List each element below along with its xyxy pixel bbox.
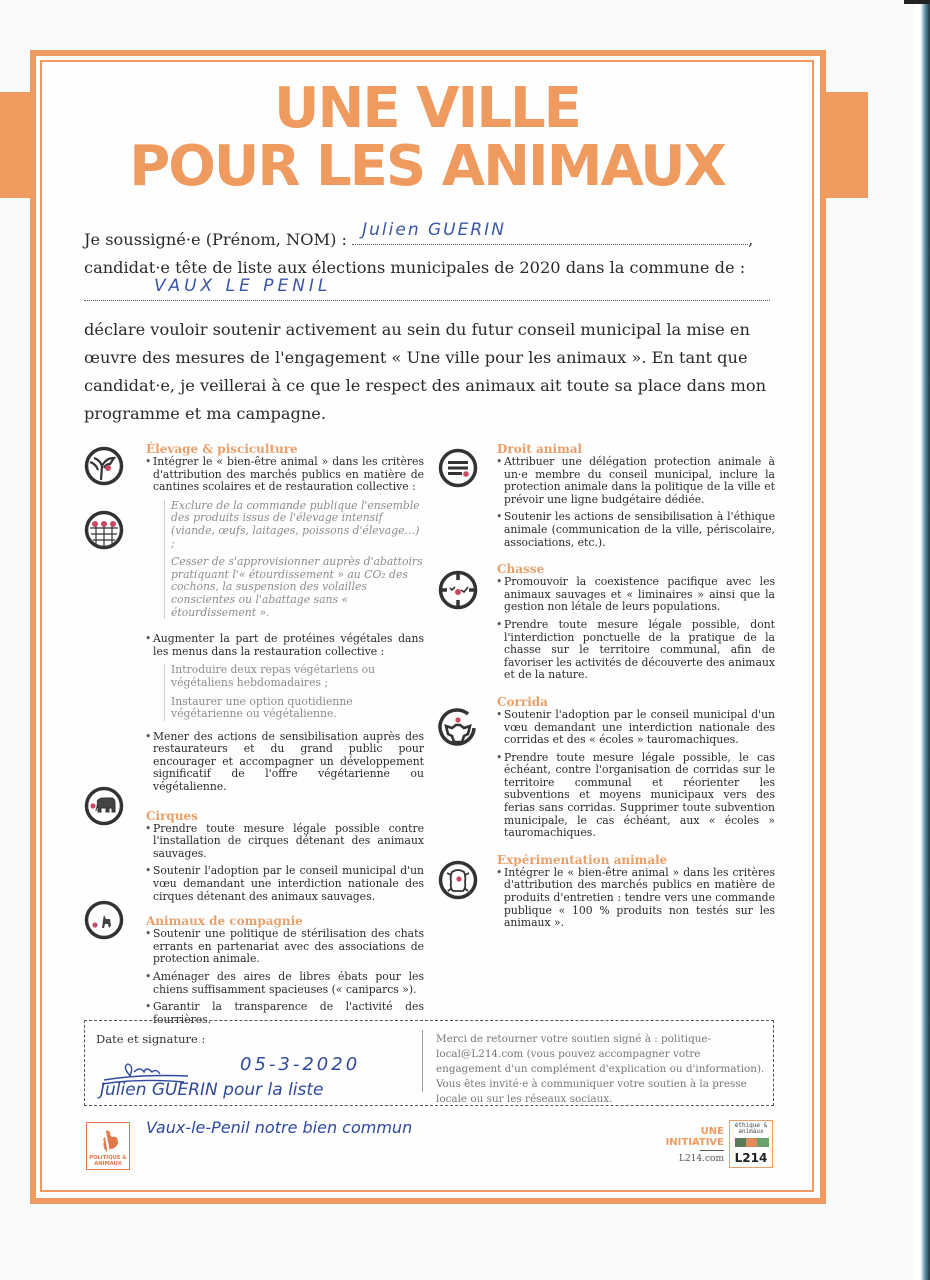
sub-item: Introduire deux repas végétariens ou végétaliens hebdomadaires ; xyxy=(171,663,376,689)
declaration-line: candidat·e, je veillerai à ce que le respect des animaux ait toute sa place dans mon xyxy=(84,376,767,395)
declaration-line: œuvre des mesures de l'engagement « Une ville pour les animaux ». En tant que xyxy=(84,348,748,367)
l214-tagline: éthique & animaux xyxy=(734,1122,768,1135)
l214-logo xyxy=(729,1120,773,1168)
politique-animaux-logo xyxy=(86,1122,130,1170)
rooster-icon xyxy=(98,1129,120,1153)
bullet-item: • Soutenir l'adoption par le conseil municipal d'un vœu demandant une interdiction nationale des corridas et des « écoles » tauromachiques. xyxy=(497,709,775,747)
commune-handwritten: VAUX LE PENIL xyxy=(154,276,332,296)
livestock-icon xyxy=(84,446,124,486)
frame-tab-left xyxy=(0,92,36,198)
pet-icon xyxy=(84,900,124,940)
candidate-line: candidat·e tête de liste aux élections municipales de 2020 dans la commune de : xyxy=(84,258,746,277)
elephant-icon xyxy=(84,786,124,826)
bullet-item: • Soutenir les actions de sensibilisation à l'éthique animale (communication de la ville, périscolaire, associations, etc.). xyxy=(497,511,775,549)
left-column xyxy=(146,442,424,1031)
scan-edge-dark xyxy=(904,0,930,4)
bullet-item: • Soutenir une politique de stérilisation des chats errants en partenariat avec des associations de protection animale. xyxy=(146,928,424,966)
declaration xyxy=(84,220,780,428)
l214-tile xyxy=(757,1138,769,1147)
section-title-droit: Droit animal xyxy=(497,442,583,456)
initiative-label xyxy=(650,1126,724,1148)
bullet-item: • Soutenir l'adoption par le conseil municipal d'un vœu demandant une interdiction nationale des cirques détenant des animaux sauvages. xyxy=(146,865,424,903)
l214-wordmark: L214 xyxy=(734,1151,768,1165)
sub-list xyxy=(164,664,424,720)
bullet-item: • Garantir la transparence de l'activité des fourrières. xyxy=(146,1001,424,1026)
initiative-line-1: UNE xyxy=(700,1126,724,1137)
scan-edge xyxy=(914,0,930,1280)
law-document-icon xyxy=(438,448,478,488)
sub-item: Exclure de la commande publique l'ensemble des produits issus de l'élevage intensif (viande, œufs, laitages, poissons d'élevage…) ; xyxy=(171,498,420,550)
page-title xyxy=(40,76,814,199)
section-title-compagnie: Animaux de compagnie xyxy=(146,914,303,929)
frame-tab-right xyxy=(820,92,868,198)
sub-item: Instaurer une option quotidienne végétarienne ou végétalienne. xyxy=(171,694,353,721)
bullet-item: • Mener des actions de sensibilisation auprès des restaurateurs et du grand public pour encourager et accompagner un développement significatif de l'offre végétarienne ou végétalienne. xyxy=(146,731,424,794)
commune-line xyxy=(84,276,780,310)
section-title-elevage: Élevage & pisciculture xyxy=(146,442,298,456)
bullet-item: • Prendre toute mesure légale possible contre l'installation de cirques détenant des animaux sauvages. xyxy=(146,823,424,861)
declaration-line: programme et ma campagne. xyxy=(84,404,326,423)
signature-divider xyxy=(422,1030,423,1092)
animal-testing-icon xyxy=(438,860,478,900)
politique-animaux-text: POLITIQUE & ANIMAUX xyxy=(89,1155,127,1167)
bullet-item: • Aménager des aires de libres ébats pour les chiens suffisamment spacieuses (« caniparcs »). xyxy=(146,971,424,996)
signature-label: Date et signature : xyxy=(96,1032,206,1046)
name-label: Je soussigné·e (Prénom, NOM) : xyxy=(84,230,347,249)
handwritten-list-name: Julien GUERIN pour la liste xyxy=(100,1080,324,1100)
crosshair-icon xyxy=(438,570,478,610)
name-line: Je soussigné·e (Prénom, NOM) : Julien GUERIN , xyxy=(84,226,780,254)
return-instructions: Merci de retourner votre soutien signé à : politique-local@L214.com (vous pouvez accompagner votre engagement d'un complément d'explication ou d'information). Vous êtes invité·e à communiquer votre soutien à la presse locale ou sur les réseaux sociaux. xyxy=(436,1033,765,1105)
initiative-line-2: INITIATIVE xyxy=(665,1137,724,1148)
title-line-1: UNE VILLE xyxy=(274,76,580,141)
section-title-corrida: Corrida xyxy=(497,694,548,709)
section-title-experimentation: Expérimentation animale xyxy=(497,852,668,867)
commune-field[interactable] xyxy=(84,276,770,301)
sub-item: Cesser de s'approvisionner auprès d'abattoirs pratiquant l'« étourdissement » au CO₂ des cochons, la suspension des volailles conscientes ou l'abattage sans « étourdissement ». xyxy=(171,555,423,619)
section-title-chasse: Chasse xyxy=(497,562,545,577)
sub-list xyxy=(164,500,424,619)
declaration-line: déclare vouloir soutenir activement au sein du futur conseil municipal la mise en xyxy=(84,320,750,339)
website-link[interactable]: L214.com xyxy=(678,1154,724,1164)
handwritten-slogan: Vaux-le-Penil notre bien commun xyxy=(146,1118,413,1137)
bullet-item: • Prendre toute mesure légale possible, dont l'interdiction ponctuelle de la pratique de la chasse sur le territoire communal, afin de favoriser les activités de découverte des animaux et de la nature. xyxy=(497,619,775,682)
bullet-item: • Intégrer le « bien-être animal » dans les critères d'attribution des marchés publics en matière de produits d'entretien : tendre vers une commande publique « 100 % produits non testés sur les animaux ». xyxy=(497,867,775,930)
fish-farm-icon xyxy=(84,510,124,550)
bullet-item: • Intégrer le « bien-être animal » dans les critères d'attribution des marchés publics en matière de cantines scolaires et de restauration collective : xyxy=(146,456,424,494)
bull-icon xyxy=(438,708,478,748)
title-line-2: POUR LES ANIMAUX xyxy=(129,134,725,199)
bullet-item: • Promouvoir la coexistence pacifique avec les animaux sauvages et « liminaires » ainsi que la gestion non létale de leurs populations. xyxy=(497,576,775,614)
handwritten-date: 05-3-2020 xyxy=(240,1054,361,1075)
bullet-item: • Attribuer une délégation protection animale à un·e membre du conseil municipal, inclure la protection animale dans la politique de la ville et prévoir une ligne budgétaire dédiée. xyxy=(497,456,775,506)
bullet-item: • Prendre toute mesure légale possible, le cas échéant, contre l'organisation de corridas sur le territoire communal et réorienter les subventions et moyens municipaux vers des ferias sans corridas. Supprimer toute subvention municipale, le cas échéant, aux « écoles » tauromachiques. xyxy=(497,752,775,840)
initiative-divider xyxy=(700,1150,724,1151)
section-title-cirques: Cirques xyxy=(146,808,198,823)
right-column xyxy=(497,442,775,935)
bullet-item: • Augmenter la part de protéines végétales dans les menus dans la restauration collective : xyxy=(146,633,424,658)
name-handwritten: Julien GUERIN xyxy=(362,220,506,240)
